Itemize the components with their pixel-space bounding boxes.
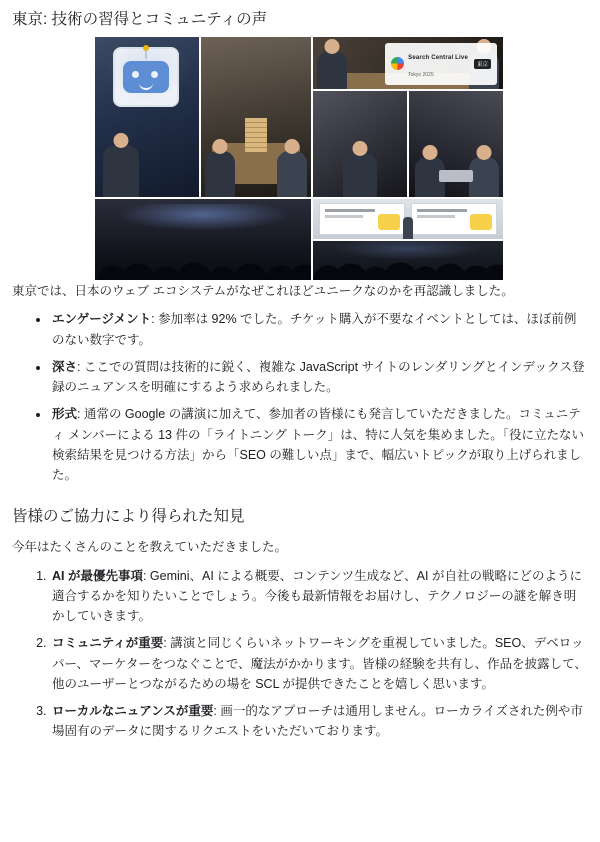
collage-photo-audience-seated <box>313 241 503 280</box>
list-item <box>50 404 588 485</box>
section-heading-insights: 皆様のご協力により得られた知見 <box>12 508 245 526</box>
badge-title: Search Central Live <box>408 54 468 61</box>
collage-photo-attendees-laptop <box>409 91 503 197</box>
item-text: : 画一的なアプローチは通用しません。ローカライズされた例や市場固有のデータに関するリクエストをいただいております。 <box>52 704 583 739</box>
list-item <box>50 701 588 742</box>
list-item <box>50 309 588 350</box>
collage-photo-attendee-standing <box>313 91 407 197</box>
bullet-text: : 通常の Google の講演に加えて、参加者の皆様にも発言していただきました。コミュニティ メンバーによる 13 件の「ライトニング トーク」は、特に人気を集めました。「役に立たない検索結果を見つける方法」から「SEO の難しい点」まで、幅広いトピックが取り上げられました。 <box>52 407 585 483</box>
list-item <box>50 633 588 694</box>
bullet-text: : 参加率は 92% でした。チケット購入が不要なイベントとしては、ほぼ前例のない数字です。 <box>52 312 577 347</box>
collage-photo-jenga-table <box>201 37 311 197</box>
section-heading-tokyo: 東京: 技術の習得とコミュニティの声 <box>12 11 268 28</box>
list-item <box>50 357 588 398</box>
collage-grid <box>95 37 505 272</box>
insights-intro-paragraph: 今年はたくさんのことを教えていただきました。 <box>12 540 288 555</box>
collage-photo-audience-wide <box>95 199 311 280</box>
collage-photo-workshop <box>313 37 503 89</box>
collage-photo-stage-slides <box>313 199 503 239</box>
item-text: : Gemini、AI による概要、コンテンツ生成など、AI が自社の戦略にどのように適合するかを知りたいことでしょう。今後も最新情報をお届けし、テクノロジーの謎を解き明かしていきます。 <box>52 568 582 624</box>
bullet-term: 深さ <box>52 359 78 374</box>
item-term: ローカルなニュアンスが重要 <box>52 704 214 719</box>
bullet-term: エンゲージメント <box>52 312 152 327</box>
item-term: コミュニティが重要 <box>52 636 164 651</box>
item-text: : 講演と同じくらいネットワーキングを重視していました。SEO、デベロッパー、マーケターをつなぐことで、魔法がかかります。皆様の経験を共有し、作品を披露して、他のユーザーとつながるための場を SCL が提供できたことを嬉しく思います。 <box>52 636 587 691</box>
badge-city-chip: 東京 <box>474 59 491 69</box>
google-mark-icon <box>391 57 404 70</box>
tokyo-intro-paragraph: 東京では、日本のウェブ エコシステムがなぜこれほどユニークなのかを再認識しました。 <box>12 283 514 298</box>
item-term: AI が最優先事項 <box>52 568 143 583</box>
list-item <box>50 566 588 627</box>
collage-photo-speaker-mascot <box>95 37 199 197</box>
search-central-live-badge <box>385 43 497 85</box>
badge-subtitle: Tokyo 2025 <box>408 71 434 78</box>
bullet-text: : ここでの質問は技術的に鋭く、複雑な JavaScript サイトのレンダリングとインデックス登録のニュアンスを明確にするよう求められました。 <box>52 359 585 395</box>
event-photo-collage <box>95 37 505 272</box>
insights-numbered-list <box>12 566 588 742</box>
tokyo-highlights-list <box>12 309 588 485</box>
bullet-term: 形式 <box>52 407 78 422</box>
